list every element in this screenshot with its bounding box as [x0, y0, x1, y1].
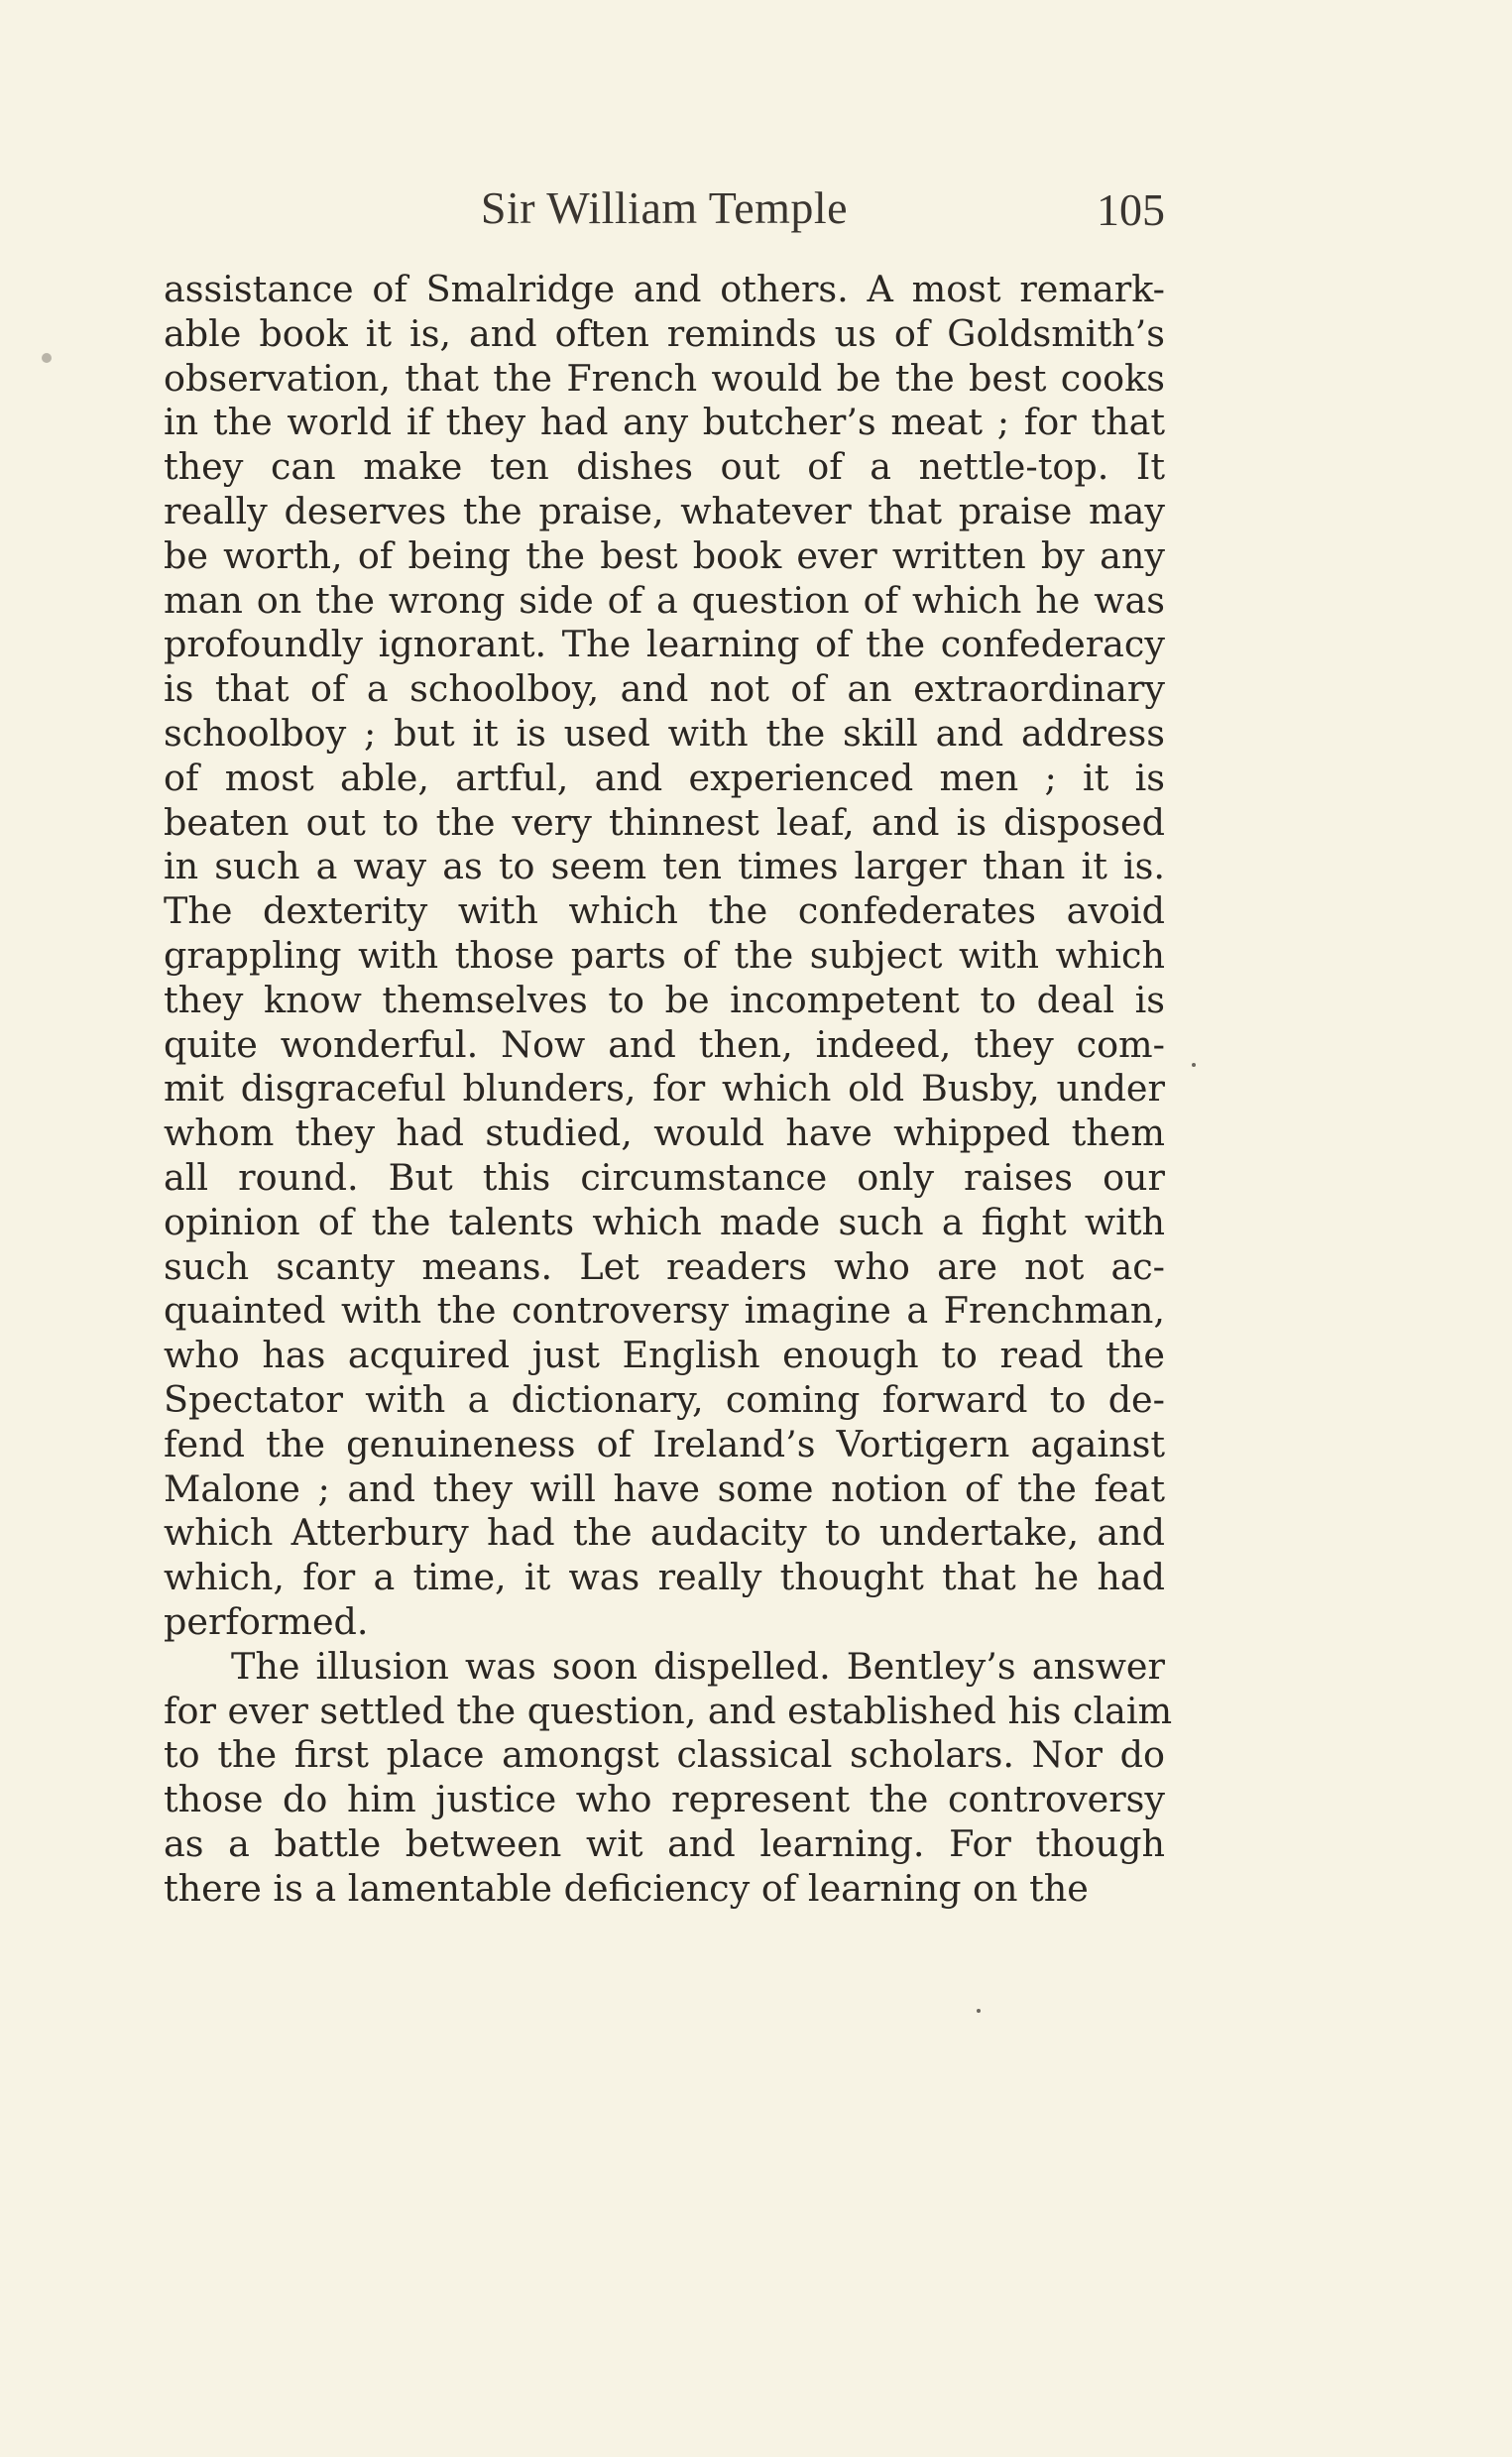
text-line: such scanty means. Let readers who are not ac-	[164, 1244, 1165, 1288]
ink-dot	[977, 2009, 981, 2013]
text-line: assistance of Smalridge and others. A most remark-	[164, 268, 1165, 310]
text-line: Malone ; and they will have some notion of the feat	[164, 1466, 1165, 1510]
text-line: quainted with the controversy imagine a Frenchman,	[164, 1289, 1165, 1333]
text-line: able book it is, and often reminds us of Goldsmith’s	[164, 311, 1165, 355]
text-line: man on the wrong side of a question of which he was	[164, 578, 1165, 622]
body-text	[164, 268, 1173, 1911]
text-line: quite wonderful. Now and then, indeed, they com-	[164, 1022, 1165, 1066]
text-line: fend the genuineness of Ireland’s Vortigern against	[164, 1422, 1165, 1465]
page-header	[164, 181, 1165, 241]
paragraph	[164, 268, 1165, 1645]
text-line: which Atterbury had the audacity to undertake, and	[164, 1511, 1165, 1555]
ink-dot	[1192, 1063, 1196, 1067]
text-line: performed.	[164, 1599, 369, 1643]
text-line: grappling with those parts of the subject with which	[164, 933, 1165, 977]
paragraph	[164, 1644, 1173, 1912]
text-line: opinion of the talents which made such a fight with	[164, 1200, 1165, 1243]
text-line: of most able, artful, and experienced men ; it is	[164, 756, 1165, 799]
text-line: who has acquired just English enough to read the	[164, 1334, 1165, 1377]
text-line: whom they had studied, would have whipped them	[164, 1112, 1165, 1155]
text-line: they know themselves to be incompetent to deal is	[164, 978, 1165, 1021]
text-line: really deserves the praise, whatever that praise may	[164, 489, 1165, 532]
text-line: for ever settled the question, and established his claim	[164, 1689, 1173, 1732]
text-line: observation, that the French would be the best cooks	[164, 356, 1165, 400]
text-line: in the world if they had any butcher’s meat ; for that	[164, 401, 1165, 444]
text-line: schoolboy ; but it is used with the skill and address	[164, 711, 1165, 755]
ink-speck	[42, 353, 52, 363]
text-line: all round. But this circumstance only raises our	[164, 1155, 1165, 1199]
text-line: Spectator with a dictionary, coming forward to de-	[164, 1377, 1165, 1421]
text-line: to the first place amongst classical scholars. Nor do	[164, 1733, 1165, 1777]
text-line: is that of a schoolboy, and not of an extraordinary	[164, 667, 1165, 711]
running-title: Sir William Temple	[480, 182, 849, 233]
text-line: The illusion was soon dispelled. Bentley’s answer	[231, 1644, 1165, 1688]
text-line: they can make ten dishes out of a nettle-top. It	[164, 445, 1165, 489]
text-line: The dexterity with which the confederates avoid	[164, 889, 1165, 933]
text-line: mit disgraceful blunders, for which old Busby, under	[164, 1067, 1165, 1111]
text-line: beaten out to the very thinnest leaf, and is disposed	[164, 800, 1165, 844]
text-line: there is a lamentable deficiency of learning on the	[164, 1866, 1089, 1910]
text-line: which, for a time, it was really thought that he had	[164, 1556, 1165, 1599]
text-line: those do him justice who represent the controversy	[164, 1778, 1165, 1821]
text-line: in such a way as to seem ten times larger than it is.	[164, 845, 1165, 888]
text-line: be worth, of being the best book ever written by any	[164, 533, 1165, 577]
text-line: profoundly ignorant. The learning of the confederacy	[164, 623, 1165, 666]
page-number: 105	[1097, 184, 1165, 235]
text-line: as a battle between wit and learning. For though	[164, 1821, 1165, 1865]
